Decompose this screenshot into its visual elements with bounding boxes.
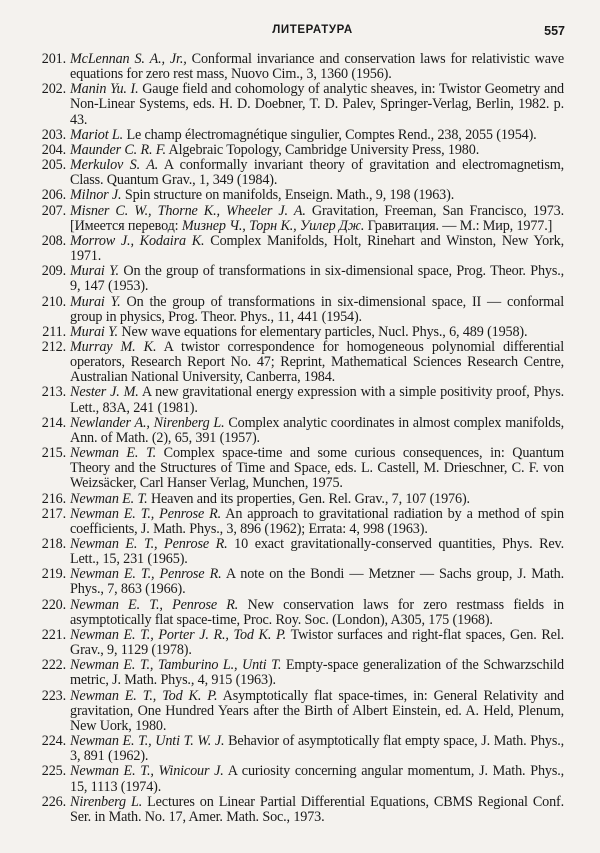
reference-text: Algebraic Topology, Cambridge University Press, 1980. bbox=[165, 141, 480, 158]
reference-number: 226. bbox=[41, 793, 66, 810]
reference-number: 215. bbox=[41, 445, 66, 462]
page-number: 557 bbox=[544, 24, 565, 38]
reference-item bbox=[30, 537, 564, 567]
reference-authors: Murai Y. bbox=[70, 323, 118, 340]
reference-number: 205. bbox=[41, 157, 66, 174]
reference-number: 210. bbox=[41, 293, 66, 310]
reference-number: 214. bbox=[41, 414, 66, 431]
reference-authors: McLennan S. A., Jr., bbox=[70, 51, 187, 67]
reference-text: 10 exact gravitationally-conserved quantities, Phys. Rev. Lett., 15, 231 (1965). bbox=[70, 536, 564, 568]
reference-authors: Milnor J. bbox=[70, 187, 122, 204]
reference-text: On the group of transformations in six-dimensional space, Prog. Theor. Phys., 9, 147 (1953). bbox=[70, 263, 564, 295]
reference-text: Lectures on Linear Partial Differential Equations, CBMS Regional Conf. Ser. in Math. No. 17, Amer. Math. Soc., 1973. bbox=[70, 793, 564, 825]
reference-item bbox=[30, 764, 564, 794]
reference-item bbox=[30, 325, 564, 340]
reference-authors: Newman E. T. bbox=[70, 445, 157, 462]
reference-item bbox=[30, 416, 564, 446]
translation-authors: Мизнер Ч., Торн К., Уилер Дж. bbox=[181, 217, 365, 234]
reference-number: 221. bbox=[41, 626, 66, 643]
reference-number: 211. bbox=[42, 323, 66, 340]
reference-authors: Murai Y. bbox=[70, 263, 119, 280]
reference-text: Asymptotically flat space-times, in: General Relativity and gravitation, One Hundred Years after the Birth of Albert Einstein, ed. A. Held, Plenum, New Uork, 1980. bbox=[70, 687, 564, 734]
reference-number: 203. bbox=[41, 126, 66, 143]
reference-number: 201. bbox=[41, 51, 66, 67]
reference-number: 212. bbox=[41, 338, 66, 355]
reference-item bbox=[30, 128, 564, 143]
reference-authors: Newman E. T., Penrose R. bbox=[70, 536, 228, 552]
reference-authors: Newman E. T., Porter J. R., Tod K. P. bbox=[70, 626, 287, 643]
reference-text: Gauge field and cohomology of analytic sheaves, in: Twistor Geometry and Non-Linear Systems, eds. H. D. Doebner, T. D. Palev, Springer-Verlag, Berlin, 1982. p. 43. bbox=[70, 81, 564, 128]
reference-item bbox=[30, 52, 564, 82]
reference-number: 224. bbox=[41, 733, 66, 750]
reference-authors: Mariot L. bbox=[70, 126, 124, 143]
reference-authors: Newman E. T., Penrose R. bbox=[70, 505, 222, 522]
reference-item bbox=[30, 143, 564, 158]
reference-number: 207. bbox=[41, 202, 66, 219]
reference-number: 202. bbox=[41, 81, 66, 98]
reference-authors: Nester J. M. bbox=[70, 384, 139, 401]
reference-authors: Newman E. T. bbox=[70, 490, 148, 507]
reference-authors: Nirenberg L. bbox=[70, 793, 143, 810]
reference-number: 223. bbox=[41, 687, 66, 704]
reference-number: 204. bbox=[41, 141, 66, 158]
reference-item bbox=[30, 795, 564, 825]
reference-item bbox=[30, 204, 564, 234]
reference-text: Conformal invariance and conservation laws for relativistic wave equations for zero rest mass, Nuovo Cim., 3, 1360 (1956). bbox=[70, 51, 564, 83]
reference-item bbox=[30, 188, 564, 203]
reference-text: Heaven and its properties, Gen. Rel. Grav., 7, 107 (1976). bbox=[147, 490, 470, 507]
reference-text: Behavior of asymptotically flat empty space, J. Math. Phys., 3, 891 (1962). bbox=[70, 733, 564, 765]
reference-list bbox=[30, 52, 564, 825]
reference-text: An approach to gravitational radiation by a method of spin coefficients, J. Math. Phys., 3, 896 (1962); Errata: 4, 998 (1963). bbox=[70, 505, 564, 537]
reference-item bbox=[30, 628, 564, 658]
reference-authors: Murray M. K. bbox=[70, 338, 157, 355]
reference-number: 209. bbox=[41, 263, 66, 280]
reference-text: Complex Manifolds, Holt, Rinehart and Winston, New York, 1971. bbox=[70, 232, 564, 265]
reference-number: 208. bbox=[41, 232, 66, 249]
reference-authors: Newlander A., Nirenberg L. bbox=[70, 414, 225, 431]
reference-authors: Newman E. T., Unti T. W. J. bbox=[70, 733, 225, 750]
reference-item bbox=[30, 567, 564, 597]
reference-number: 213. bbox=[41, 384, 66, 401]
reference-item bbox=[30, 234, 564, 264]
reference-item bbox=[30, 82, 564, 127]
reference-authors: Newman E. T., Winicour J. bbox=[70, 763, 224, 780]
reference-authors: Misner C. W., Thorne K., Wheeler J. A. bbox=[70, 202, 306, 219]
reference-authors: Morrow J., Kodaira K. bbox=[70, 232, 205, 249]
reference-number: 225. bbox=[41, 763, 66, 780]
reference-text: A conformally invariant theory of gravitation and electromagnetism, Class. Quantum Grav., 1, 349 (1984). bbox=[70, 157, 564, 189]
reference-item bbox=[30, 689, 564, 734]
reference-item bbox=[30, 446, 564, 491]
reference-item bbox=[30, 598, 564, 628]
reference-text: A curiosity concerning angular momentum, J. Math. Phys., 15, 1113 (1974). bbox=[70, 763, 564, 795]
reference-item bbox=[30, 492, 564, 507]
reference-authors: Merkulov S. A. bbox=[70, 157, 159, 174]
reference-text: Spin structure on manifolds, Enseign. Math., 9, 198 (1963). bbox=[121, 187, 455, 204]
reference-authors: Maunder C. R. F. bbox=[70, 141, 166, 158]
reference-text: Complex analytic coordinates in almost complex manifolds, Ann. of Math. (2), 65, 391 (1957). bbox=[70, 414, 564, 446]
reference-item bbox=[30, 385, 564, 415]
reference-authors: Newman E. T., Tod K. P. bbox=[70, 687, 218, 704]
reference-text: On the group of transformations in six-dimensional space, II — conformal group in physics, Prog. Theor. Phys., 11, 441 (1954). bbox=[70, 293, 564, 325]
reference-number: 220. bbox=[41, 596, 66, 613]
reference-item bbox=[30, 734, 564, 764]
reference-text: Empty-space generalization of the Schwarzschild metric, J. Math. Phys., 4, 915 (1963). bbox=[70, 657, 564, 689]
reference-text: Complex space-time and some curious consequences, in: Quantum Theory and the Structures of Time and Space, eds. L. Castell, M. Drieschner, C. F. von Weizsäcker, Carl Hanser Verlag, Munchen, 1975. bbox=[70, 445, 565, 492]
reference-text: A note on the Bondi — Metzner — Sachs group, J. Math. Phys., 7, 863 (1966). bbox=[70, 566, 564, 598]
reference-text: New conservation laws for zero restmass fields in asymptotically flat space-time, Proc. Roy. Soc. (London), A305, 175 (1968). bbox=[70, 596, 564, 628]
reference-text: Le champ électromagnétique singulier, Comptes Rend., 238, 2055 (1954). bbox=[123, 126, 537, 143]
reference-authors: Newman E. T., Tamburino L., Unti T. bbox=[70, 657, 282, 674]
reference-authors: Newman E. T., Penrose R. bbox=[70, 566, 222, 583]
translation-text: Гравитация. — М.: Мир, 1977.] bbox=[364, 217, 553, 234]
reference-item bbox=[30, 295, 564, 325]
reference-item bbox=[30, 658, 564, 688]
reference-number: 219. bbox=[41, 566, 66, 583]
reference-text: Gravitation, Freeman, San Francisco, 1973. [Имеется перевод: bbox=[70, 202, 564, 234]
section-title: ЛИТЕРАТУРА bbox=[272, 24, 353, 36]
reference-number: 206. bbox=[41, 187, 66, 204]
reference-number: 217. bbox=[41, 505, 66, 522]
reference-text: A new gravitational energy expression with a simple positivity proof, Phys. Lett., 83A, 241 (1981). bbox=[70, 384, 564, 416]
reference-item bbox=[30, 507, 564, 537]
reference-number: 216. bbox=[41, 490, 66, 507]
reference-item bbox=[30, 264, 564, 294]
reference-text: Twistor surfaces and right-flat spaces, Gen. Rel. Grav., 9, 1129 (1978). bbox=[70, 626, 565, 659]
reference-authors: Newman E. T., Penrose R. bbox=[70, 596, 239, 613]
running-head bbox=[60, 24, 565, 40]
reference-text: New wave equations for elementary particles, Nucl. Phys., 6, 489 (1958). bbox=[117, 323, 528, 340]
reference-authors: Manin Yu. I. bbox=[70, 81, 139, 98]
reference-number: 218. bbox=[41, 536, 66, 552]
reference-authors: Murai Y. bbox=[70, 293, 121, 310]
reference-text: A twistor correspondence for homogeneous polynomial differential operators, Research Report No. 47; Reprint, Mathematical Sciences Research Centre, Australian National University, Canberra, 1984. bbox=[70, 338, 564, 386]
reference-item bbox=[30, 158, 564, 188]
reference-item bbox=[30, 340, 564, 385]
reference-number: 222. bbox=[41, 657, 66, 674]
